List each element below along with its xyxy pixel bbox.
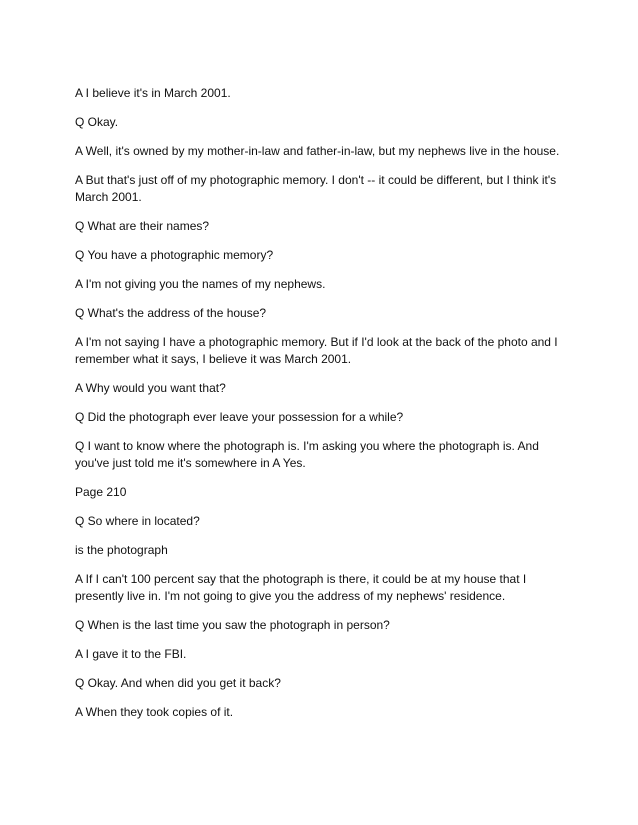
page-number: Page 210 (75, 485, 127, 499)
transcript-line: Q You have a photographic memory? (75, 248, 274, 262)
transcript-line: A I gave it to the FBI. (75, 647, 187, 661)
transcript-line: Q I want to know where the photograph is. I'm asking you where the photograph is. And you've just told me it's somewhere in A Yes. (75, 439, 539, 470)
transcript-line: Q So where in located? (75, 514, 200, 528)
transcript-line: A I'm not giving you the names of my nephews. (75, 277, 326, 291)
transcript-line: is the photograph (75, 543, 168, 557)
transcript-line: A If I can't 100 percent say that the photograph is there, it could be at my house that I presently live in. I'm not going to give you the address of my nephews' residence. (75, 572, 527, 603)
transcript-line: Q What's the address of the house? (75, 306, 267, 320)
transcript-line: A I'm not saying I have a photographic memory. But if I'd look at the back of the photo and I remember what it says, I believe it was March 2001. (75, 335, 558, 366)
transcript-line: Q When is the last time you saw the photograph in person? (75, 618, 390, 632)
transcript-line: A I believe it's in March 2001. (75, 86, 231, 100)
transcript-line: A Well, it's owned by my mother-in-law and father-in-law, but my nephews live in the house. (75, 144, 560, 158)
transcript-line: A But that's just off of my photographic memory. I don't -- it could be different, but I think it's March 2001. (75, 173, 557, 204)
transcript-line: Q Did the photograph ever leave your possession for a while? (75, 410, 404, 424)
transcript-line: Q Okay. And when did you get it back? (75, 676, 281, 690)
transcript-page (75, 85, 565, 733)
transcript-line: Q Okay. (75, 115, 119, 129)
transcript-line: Q What are their names? (75, 219, 210, 233)
transcript-line: A When they took copies of it. (75, 705, 234, 719)
transcript-line: A Why would you want that? (75, 381, 226, 395)
